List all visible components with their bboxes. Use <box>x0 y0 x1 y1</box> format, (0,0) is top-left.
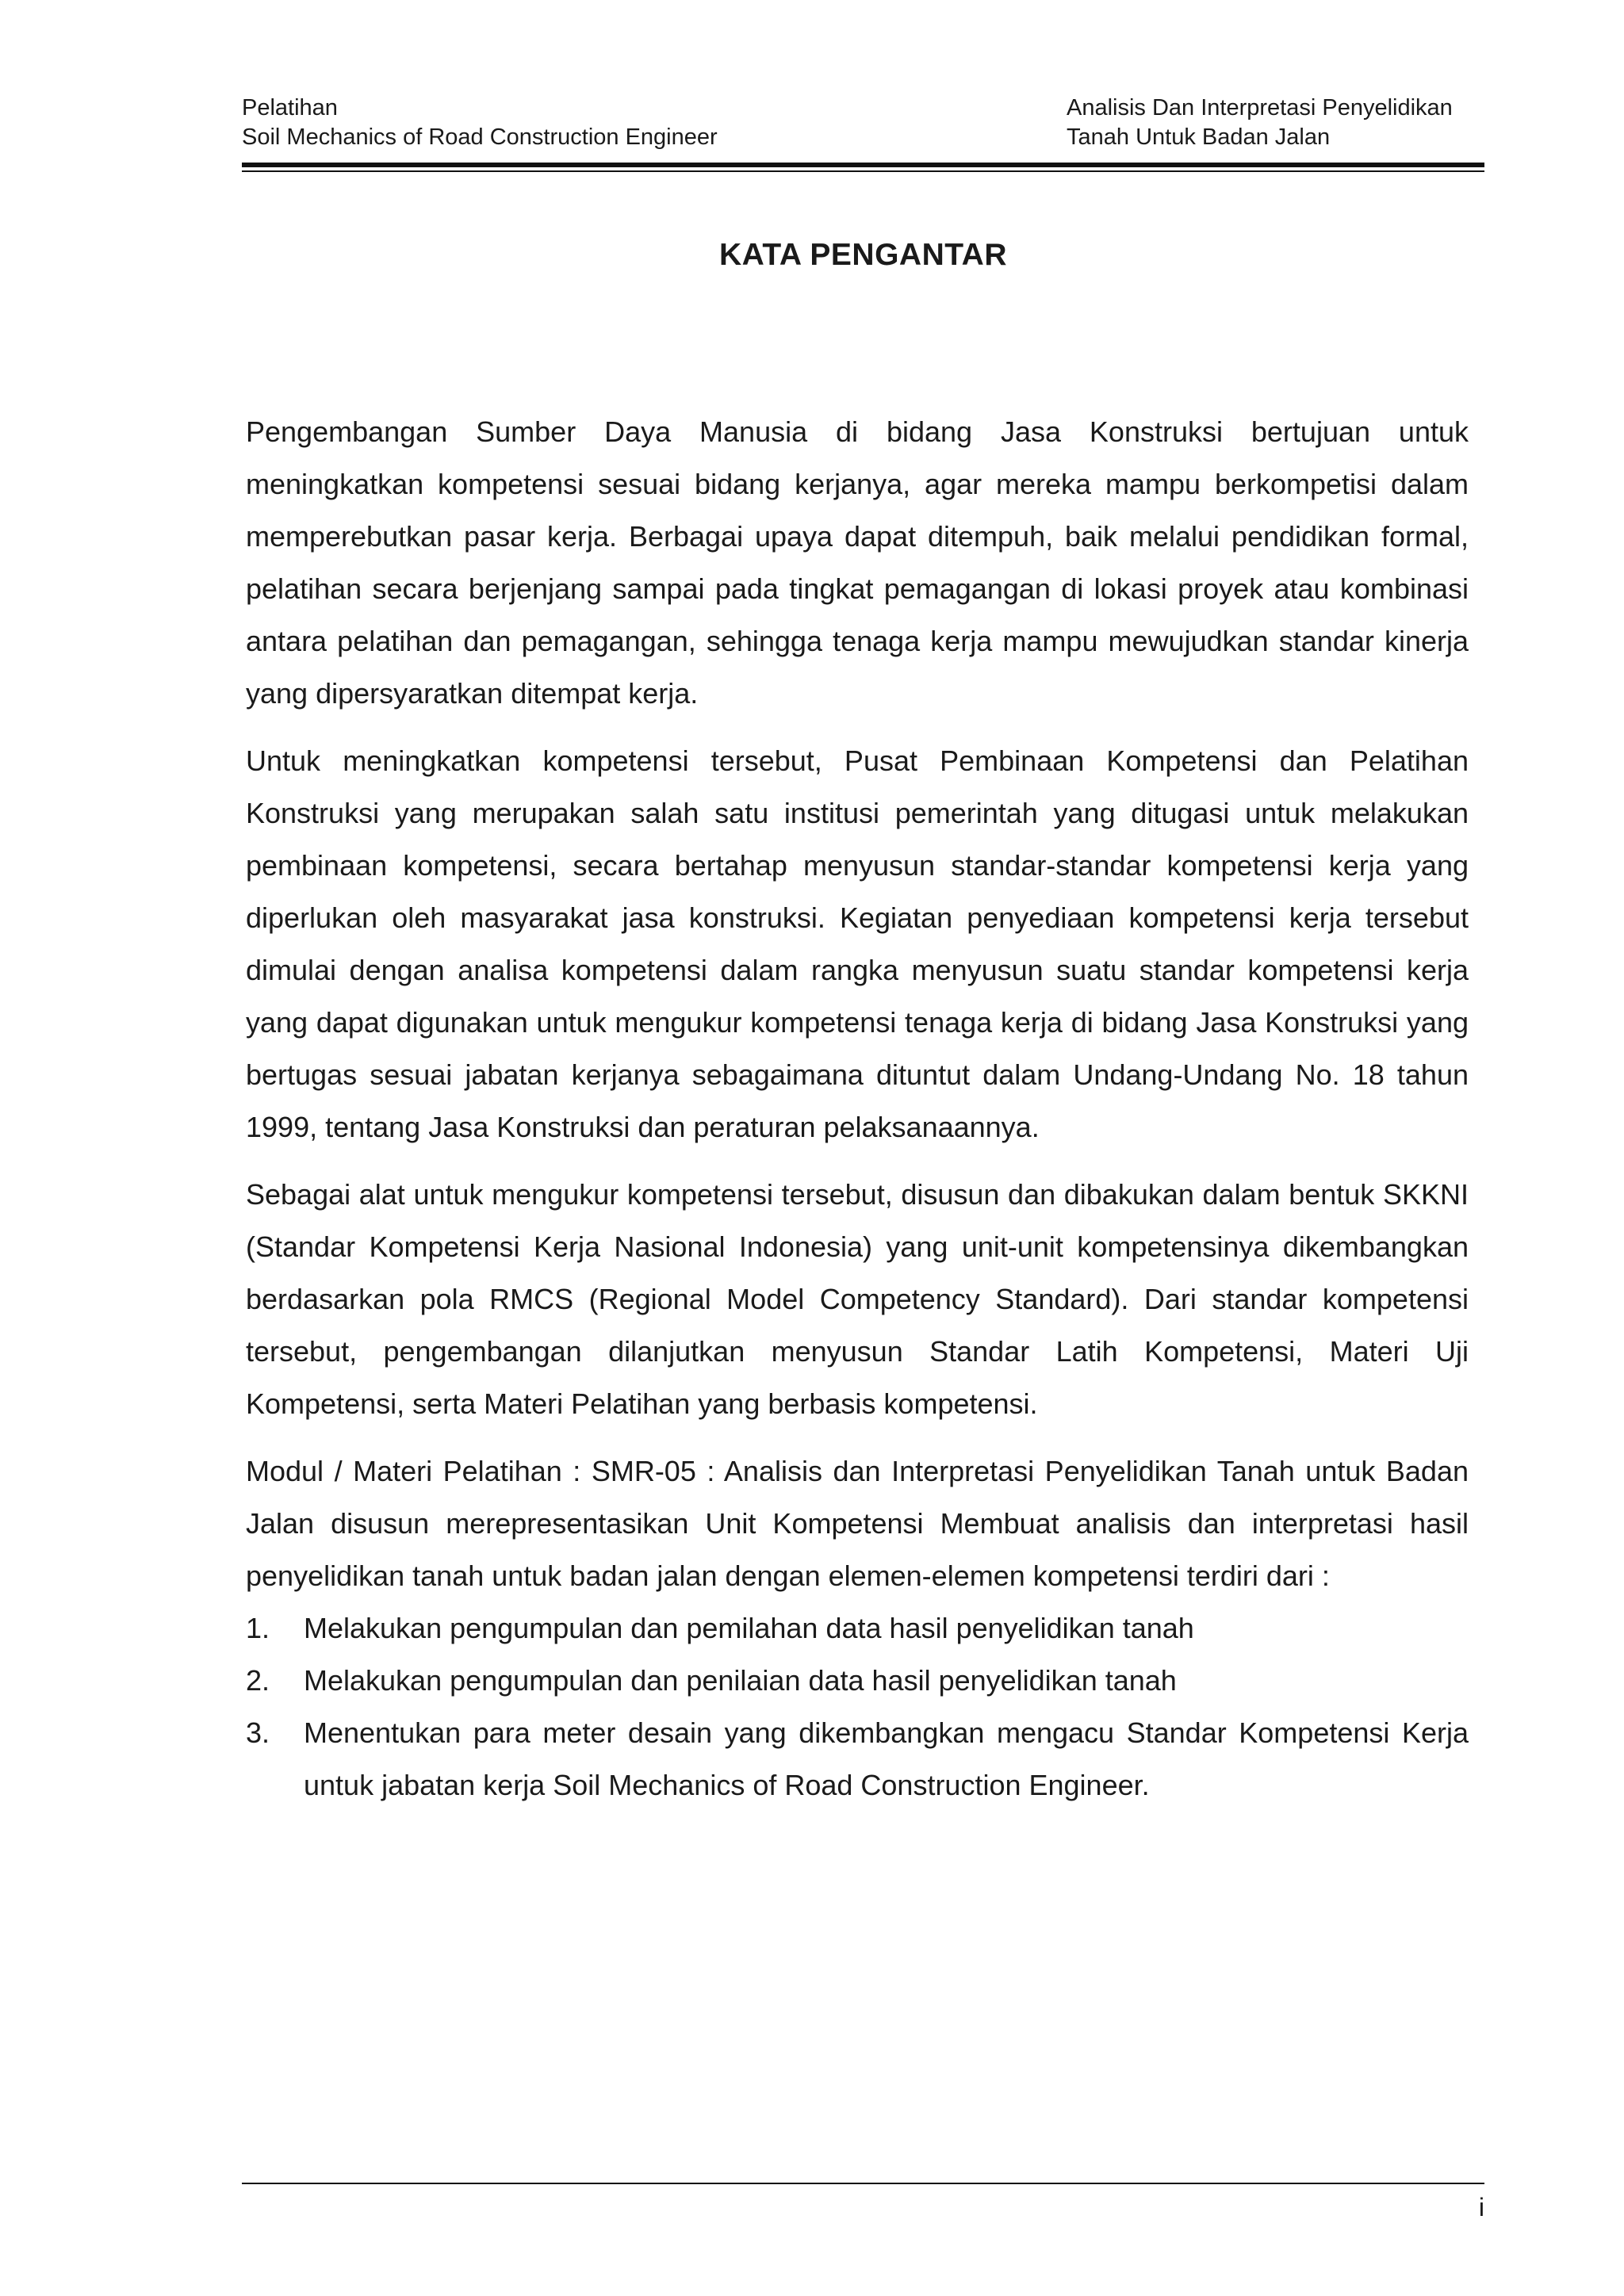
header-right <box>1067 94 1453 152</box>
list-item <box>246 1707 1469 1812</box>
page-number: i <box>1478 2193 1484 2221</box>
list-item-text: Melakukan pengumpulan dan pemilahan data hasil penyelidikan tanah <box>304 1612 1194 1644</box>
paragraph-4: Modul / Materi Pelatihan : SMR-05 : Analisis dan Interpretasi Penyelidikan Tanah untuk Badan Jalan disusun merepresentasikan Unit Kompetensi Membuat analisis dan interpretasi hasil penyelidikan tanah untuk badan jalan dengan elemen-elemen kompetensi terdiri dari : <box>246 1455 1469 1592</box>
paragraph-1: Pengembangan Sumber Daya Manusia di bidang Jasa Konstruksi bertujuan untuk meningkatkan kompetensi sesuai bidang kerjanya, agar mereka mampu berkompetisi dalam memperebutkan pasar kerja. Berbagai upaya dapat ditempuh, baik melalui pendidikan formal, pelatihan secara berjenjang sampai pada tingkat pemagangan di lokasi proyek atau kombinasi antara pelatihan dan pemagangan, sehingga tenaga kerja mampu mewujudkan standar kinerja yang dipersyaratkan ditempat kerja. <box>246 415 1469 710</box>
list-item-number: 1. <box>246 1612 270 1644</box>
header-rule-thick <box>242 163 1484 167</box>
page-header <box>242 94 1484 159</box>
header-course-name: Soil Mechanics of Road Construction Engineer <box>242 124 718 150</box>
header-module-title-line1: Analisis Dan Interpretasi Penyelidikan <box>1067 95 1453 121</box>
header-course-label: Pelatihan <box>242 95 338 121</box>
page-title: KATA PENGANTAR <box>718 238 1008 272</box>
header-rule-thin <box>242 170 1484 172</box>
list-item <box>246 1655 1469 1707</box>
header-left <box>242 94 718 152</box>
list-item <box>246 1602 1469 1655</box>
list-item-text: Melakukan pengumpulan dan penilaian data hasil penyelidikan tanah <box>304 1664 1177 1697</box>
header-module-title-line2: Tanah Untuk Badan Jalan <box>1067 124 1331 150</box>
document-body <box>246 406 1469 1812</box>
competency-element-list <box>246 1602 1469 1812</box>
list-item-number: 2. <box>246 1664 270 1697</box>
list-item-text: Menentukan para meter desain yang dikembangkan mengacu Standar Kompetensi Kerja untuk jabatan kerja Soil Mechanics of Road Construction Engineer. <box>304 1716 1469 1801</box>
paragraph-2: Untuk meningkatkan kompetensi tersebut, Pusat Pembinaan Kompetensi dan Pelatihan Konstruksi yang merupakan salah satu institusi pemerintah yang ditugasi untuk melakukan pembinaan kompetensi, secara bertahap menyusun standar-standar kompetensi kerja yang diperlukan oleh masyarakat jasa konstruksi. Kegiatan penyediaan kompetensi kerja tersebut dimulai dengan analisa kompetensi dalam rangka menyusun suatu standar kompetensi kerja yang dapat digunakan untuk mengukur kompetensi tenaga kerja di bidang Jasa Konstruksi yang bertugas sesuai jabatan kerjanya sebagaimana dituntut dalam Undang-Undang No. 18 tahun 1999, tentang Jasa Konstruksi dan peraturan pelaksanaannya. <box>246 744 1469 1143</box>
paragraph-3: Sebagai alat untuk mengukur kompetensi tersebut, disusun dan dibakukan dalam bentuk SKKNI (Standar Kompetensi Kerja Nasional Indonesia) yang unit-unit kompetensinya dikembangkan berdasarkan pola RMCS (Regional Model Competency Standard). Dari standar kompetensi tersebut, pengembangan dilanjutkan menyusun Standar Latih Kompetensi, Materi Uji Kompetensi, serta Materi Pelatihan yang berbasis kompetensi. <box>246 1178 1469 1420</box>
list-item-number: 3. <box>246 1716 270 1749</box>
footer-rule <box>242 2183 1484 2184</box>
